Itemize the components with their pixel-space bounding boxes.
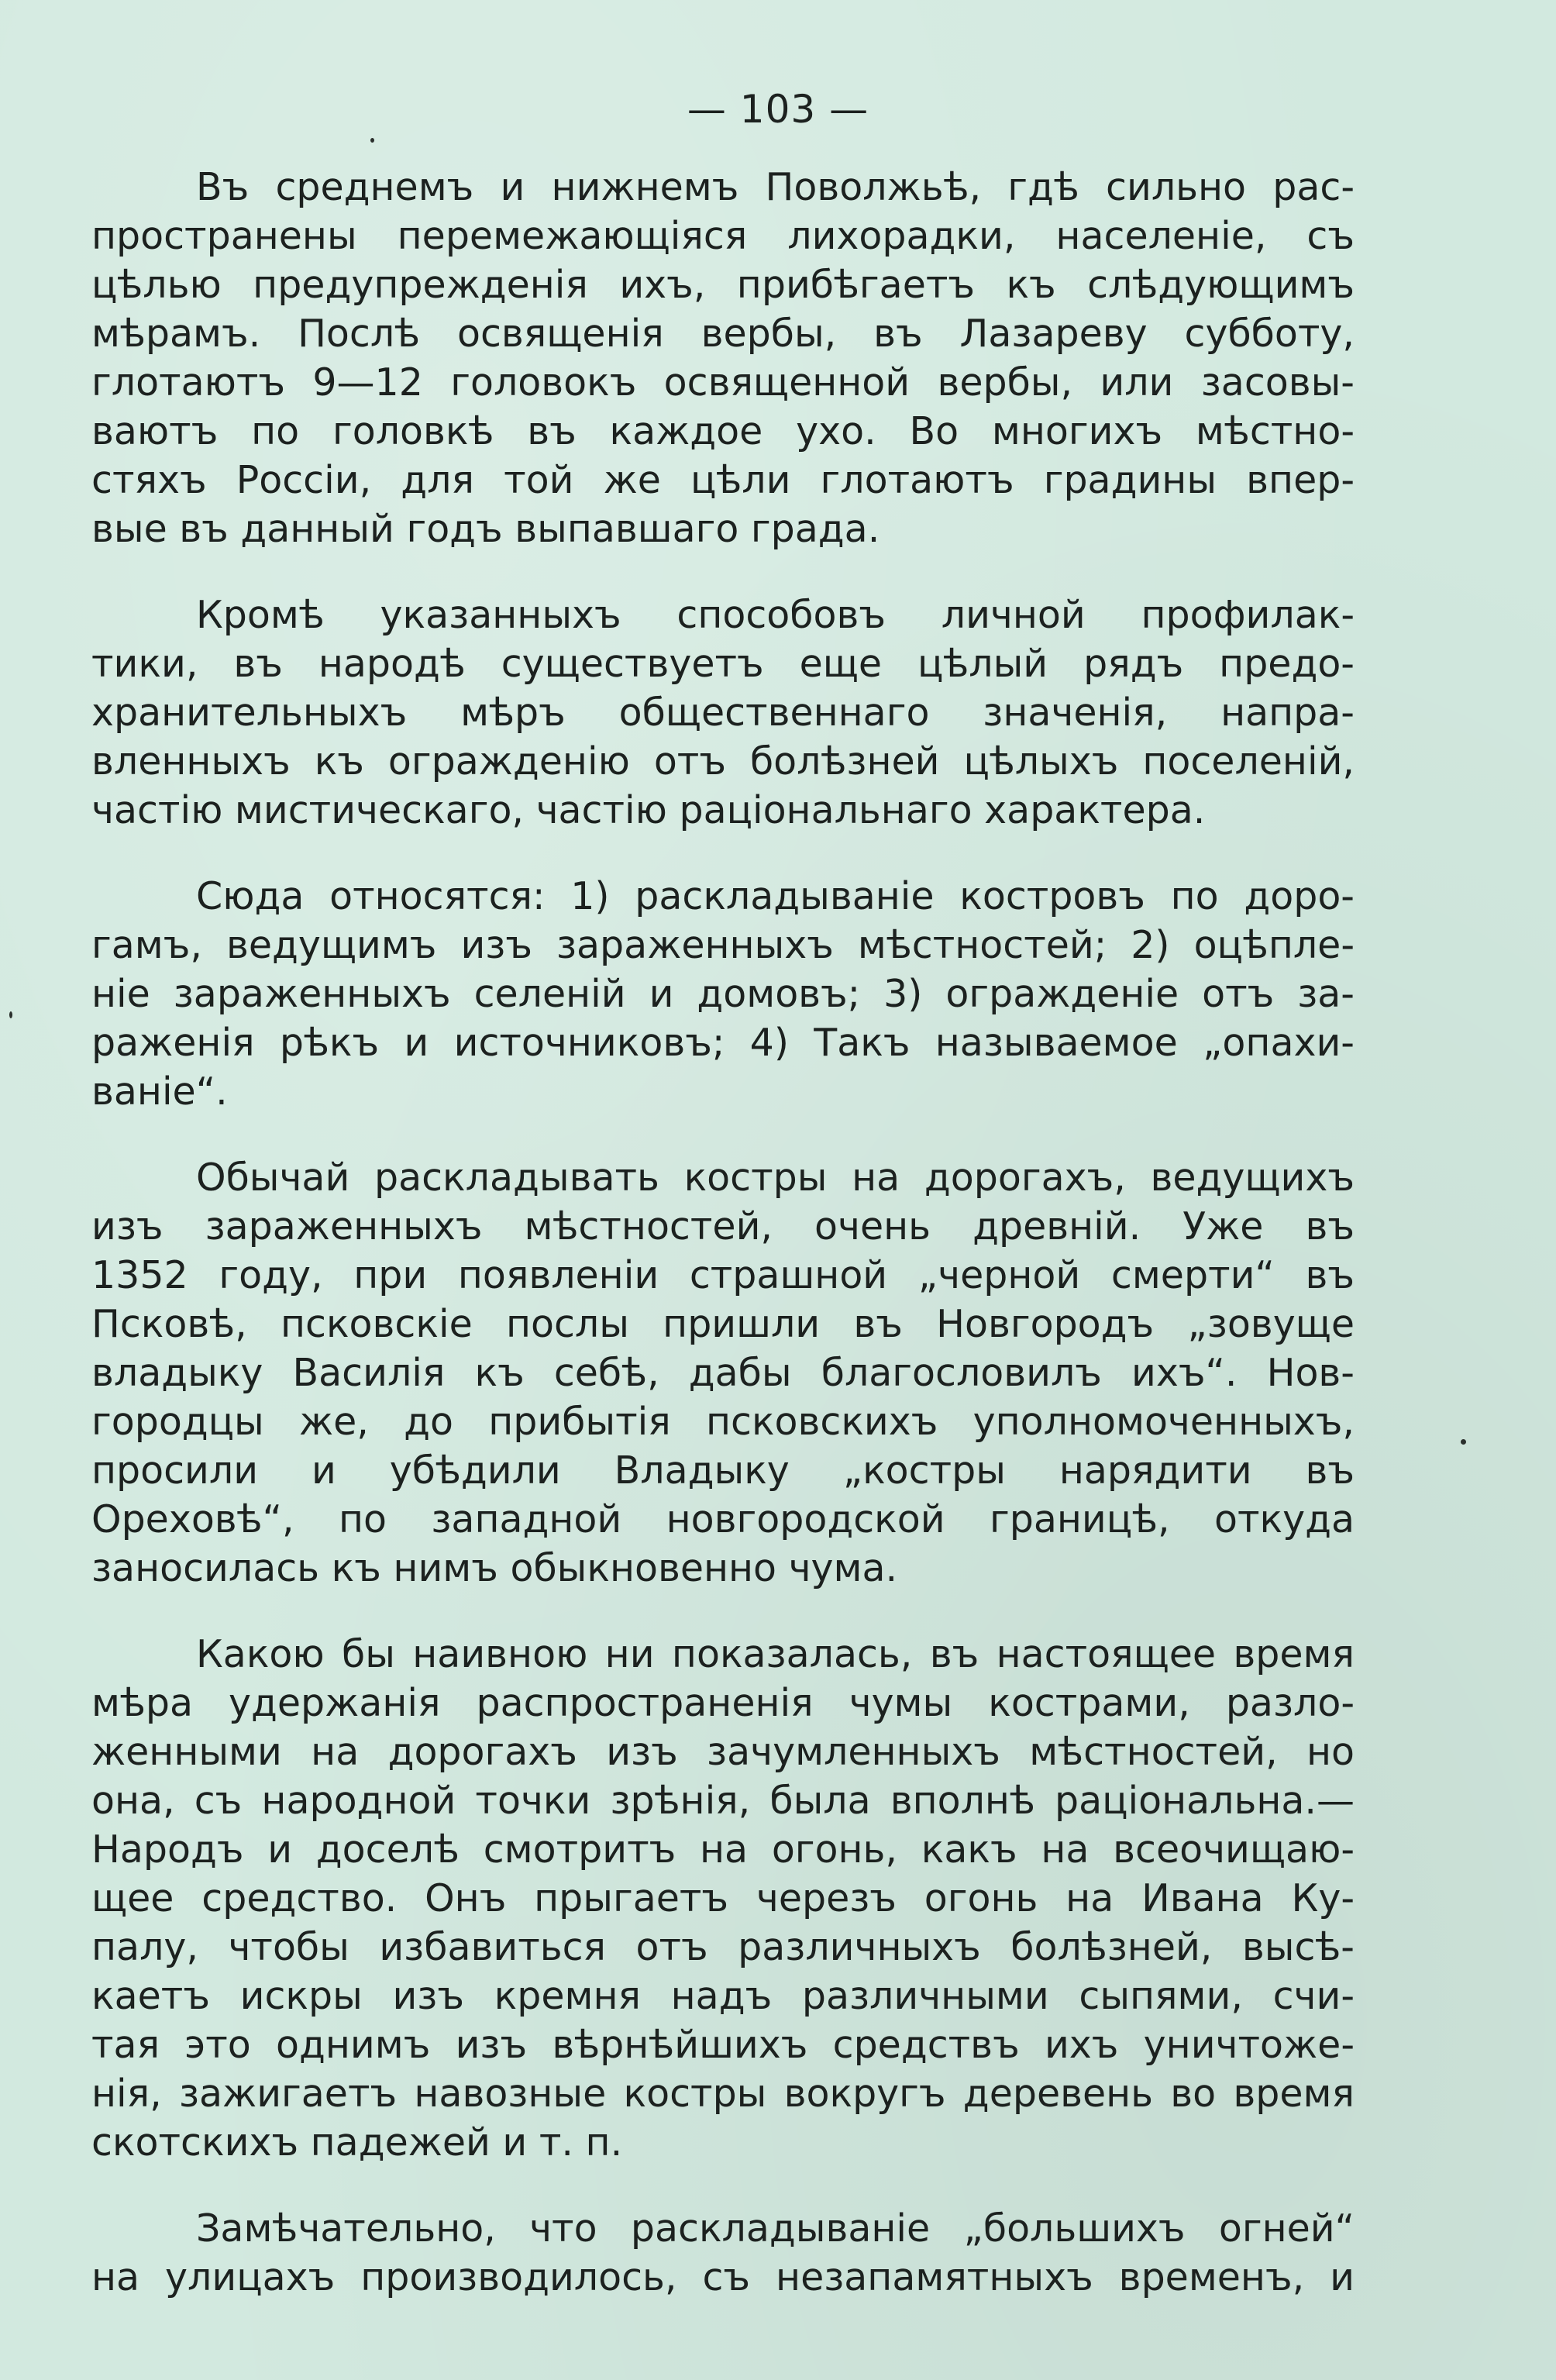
text-line: пространены перемежающіяся лихорадки, населеніе, съ (91, 214, 1355, 258)
text-line: мѣра удержанія распространенія чумы кострами, разло- (91, 1681, 1355, 1725)
text-line: тая это однимъ изъ вѣрнѣйшихъ средствъ ихъ уничтоже- (91, 2023, 1355, 2067)
text-line: Замѣчательно, что раскладываніе „большихъ огней“ (196, 2206, 1355, 2251)
text-line: цѣлью предупрежденія ихъ, прибѣгаетъ къ слѣдующимъ (91, 263, 1355, 307)
print-speck (370, 138, 374, 143)
text-line: стяхъ Россіи, для той же цѣли глотаютъ градины впер- (91, 458, 1355, 502)
page-number: — 103 — (687, 87, 869, 132)
text-line: городцы же, до прибытія псковскихъ уполномоченныхъ, (91, 1400, 1355, 1444)
text-line: она, съ народной точки зрѣнія, была вполнѣ раціональна.— (91, 1779, 1355, 1823)
text-line: тики, въ народѣ существуетъ еще цѣлый рядъ предо- (91, 642, 1355, 686)
paragraph-5 (91, 1630, 1355, 2167)
text-line: вые въ данный годъ выпавшаго града. (91, 507, 880, 551)
paragraph-6 (91, 2204, 1355, 2302)
text-line: изъ зараженныхъ мѣстностей, очень древній. Уже въ (91, 1204, 1355, 1249)
text-line: раженія рѣкъ и источниковъ; 4) Такъ называемое „опахи- (91, 1021, 1355, 1065)
text-line: Въ среднемъ и нижнемъ Поволжьѣ, гдѣ сильно рас- (196, 165, 1355, 209)
text-line: на улицахъ производилось, съ незапамятныхъ временъ, и (91, 2255, 1355, 2299)
paragraph-2 (91, 591, 1355, 835)
text-line: каетъ искры изъ кремня надъ различными сыпями, счи- (91, 1974, 1355, 2018)
text-line: глотаютъ 9—12 головокъ освященной вербы, или засовы- (91, 360, 1355, 405)
text-line: ніе зараженныхъ селеній и домовъ; 3) огражденіе отъ за- (91, 972, 1355, 1016)
text-line: владыку Василія къ себѣ, дабы благословилъ ихъ“. Нов- (91, 1351, 1355, 1395)
text-line: нія, зажигаетъ навозные костры вокругъ деревень во время (91, 2072, 1355, 2116)
text-line: Псковѣ, псковскіе послы пришли въ Новгородъ „зовуще (91, 1302, 1355, 1346)
paragraph-1 (91, 163, 1355, 553)
paragraph-3 (91, 872, 1355, 1116)
text-line: хранительныхъ мѣръ общественнаго значенія, напра- (91, 691, 1355, 735)
text-line: Ореховѣ“, по западной новгородской границѣ, откуда (91, 1497, 1355, 1541)
text-line: женными на дорогахъ изъ зачумленныхъ мѣстностей, но (91, 1730, 1355, 1774)
print-speck (1461, 1439, 1466, 1445)
text-line: 1352 году, при появленіи страшной „черной смерти“ въ (91, 1253, 1355, 1297)
text-line: Сюда относятся: 1) раскладываніе костровъ по доро- (196, 874, 1355, 918)
text-line: Кромѣ указанныхъ способовъ личной профилак- (196, 593, 1355, 637)
text-line: вленныхъ къ огражденію отъ болѣзней цѣлыхъ поселеній, (91, 739, 1355, 784)
text-line: частію мистическаго, частію раціональнаго характера. (91, 788, 1206, 832)
text-line: палу, чтобы избавиться отъ различныхъ болѣзней, высѣ- (91, 1925, 1355, 1969)
text-line: мѣрамъ. Послѣ освященія вербы, въ Лазареву субботу, (91, 312, 1355, 356)
text-line: скотскихъ падежей и т. п. (91, 2120, 623, 2165)
paragraph-4 (91, 1153, 1355, 1593)
text-line: заносилась къ нимъ обыкновенно чума. (91, 1546, 898, 1590)
body-text (91, 163, 1355, 2339)
text-line: Какою бы наивною ни показалась, въ настоящее время (196, 1632, 1355, 1676)
text-line: Народъ и доселѣ смотритъ на огонь, какъ на всеочищаю- (91, 1827, 1355, 1872)
text-line: Обычай раскладывать костры на дорогахъ, ведущихъ (196, 1156, 1355, 1200)
text-line: просили и убѣдили Владыку „костры нарядити въ (91, 1448, 1355, 1493)
print-speck (9, 1011, 12, 1018)
text-line: щее средство. Онъ прыгаетъ черезъ огонь на Ивана Ку- (91, 1876, 1355, 1920)
text-line: ваютъ по головкѣ въ каждое ухо. Во многихъ мѣстно- (91, 409, 1355, 453)
text-line: ваніе“. (91, 1069, 228, 1114)
text-line: гамъ, ведущимъ изъ зараженныхъ мѣстностей; 2) оцѣпле- (91, 923, 1355, 967)
